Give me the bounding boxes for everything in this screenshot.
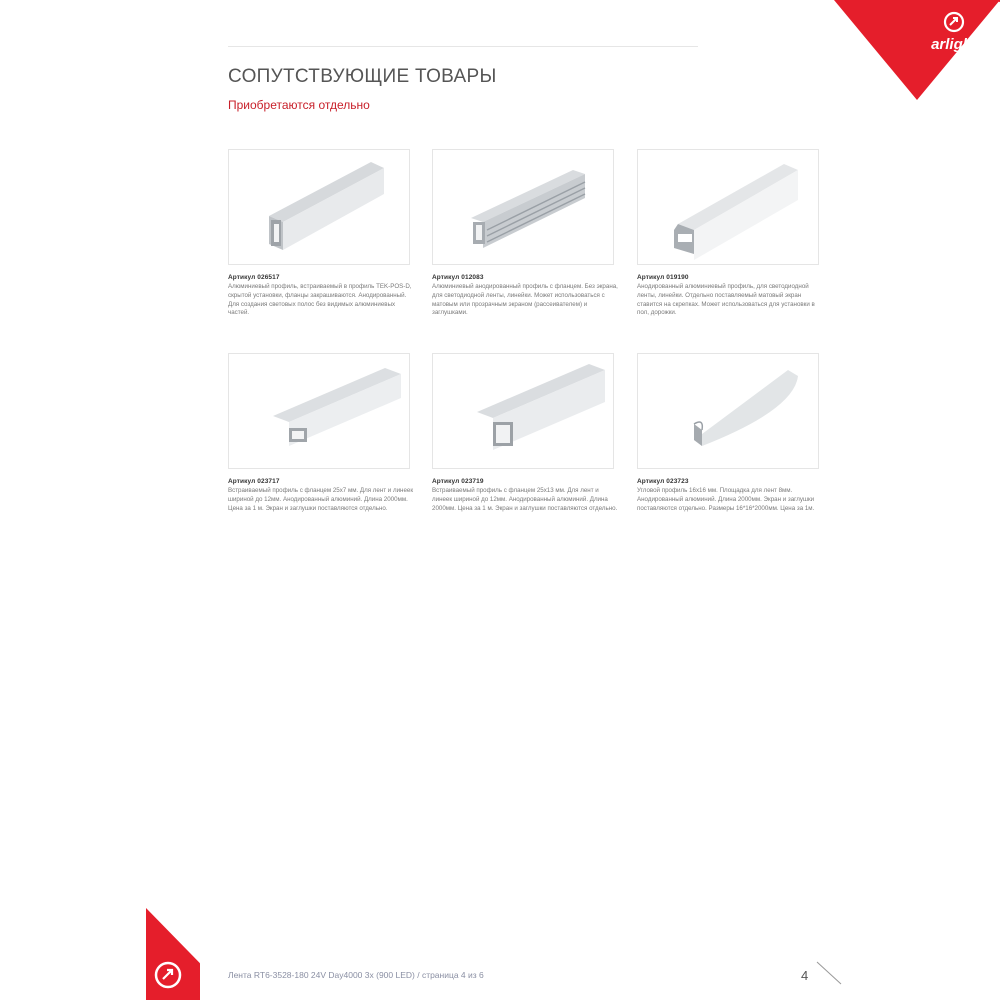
product-image [228, 353, 410, 469]
footer-caption: Лента RT6-3528-180 24V Day4000 3x (900 LED) / страница 4 из 6 [228, 970, 484, 980]
product-card[interactable] [637, 149, 819, 318]
page-number: 4 [801, 968, 809, 983]
product-description: Встраиваемый профиль с фланцем 25x7 мм. Для лент и линеек шириной до 12мм. Анодированный алюминий. Длина 2000мм. Цена за 1 м. Экран и заглушки поставляются отдельно. [228, 487, 414, 512]
product-sku: Артикул 023719 [432, 478, 484, 485]
product-description: Алюминиевый профиль, встраиваемый в профиль TEK-POS-D, скрытой установки, фланцы закрашиваются. Анодированный. Для создания световых полос без видимых алюминиевых частей. [228, 283, 412, 317]
product-description: Алюминиевый анодированный профиль с фланцем. Без экрана, для светодиодной ленты, линейки. Может использоваться с матовым или прозрачным экраном (рассеивателем) и заглушками. [432, 283, 618, 317]
product-card[interactable] [228, 149, 410, 318]
product-sku: Артикул 023717 [228, 478, 280, 485]
product-image [432, 149, 614, 265]
product-image [637, 353, 819, 469]
product-card[interactable] [432, 149, 618, 318]
product-sku: Артикул 012083 [432, 274, 484, 281]
product-image [228, 149, 410, 265]
brand-corner [670, 0, 1000, 105]
product-sku: Артикул 023723 [637, 478, 689, 485]
product-card[interactable] [637, 353, 819, 513]
product-description: Встраиваемый профиль с фланцем 25x13 мм. Для лент и линеек шириной до 12мм. Анодированный алюминий. Длина 2000мм. Цена за 1 м. Экран и заглушки поставляются отдельно. [432, 487, 618, 512]
product-sku: Артикул 026517 [228, 274, 280, 281]
brand-logo-text: arlight [931, 36, 977, 53]
product-sku: Артикул 019190 [637, 274, 689, 281]
product-image [432, 353, 614, 469]
page-subtitle: Приобретаются отдельно [228, 98, 370, 112]
page-divider-mark [815, 960, 845, 988]
footer-brand-corner [0, 905, 200, 1000]
page-title: СОПУТСТВУЮЩИЕ ТОВАРЫ [228, 66, 497, 87]
product-description: Анодированный алюминиевый профиль, для светодиодной ленты, линейки. Отдельно поставляемый матовый экран ставится на скрепках. Может использоваться для установки в пол, дорожки. [637, 283, 815, 317]
header-divider [228, 46, 698, 47]
product-card[interactable] [432, 353, 618, 513]
product-image [637, 149, 819, 265]
product-card[interactable] [228, 353, 414, 513]
product-description: Угловой профиль 16x16 мм. Площадка для лент 8мм. Анодированный алюминий. Длина 2000мм. Экран и заглушки поставляются отдельно. Размеры 16*16*2000мм. Цена за 1м. [637, 487, 815, 512]
